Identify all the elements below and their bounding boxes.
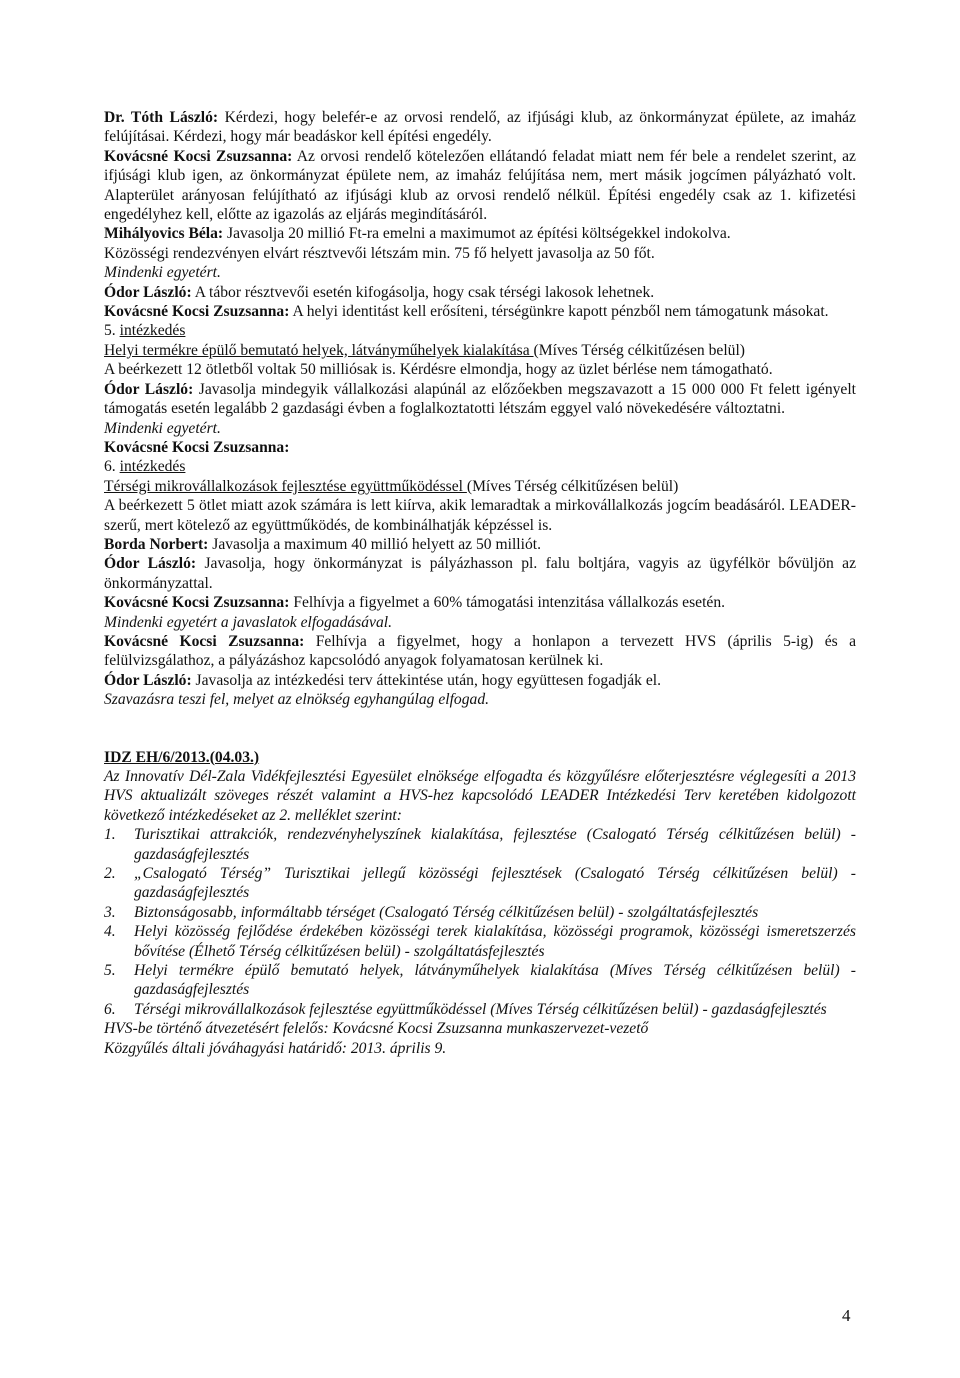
speaker-name: Ódor László: — [104, 380, 194, 398]
vote-note: Szavazásra teszi fel, melyet az elnökség egyhangúlag elfogad. — [104, 691, 490, 709]
paragraph-mihalyovics — [104, 224, 856, 243]
list-item — [104, 864, 856, 903]
list-item-text: Helyi közösség fejlődése érdekében közösségi terek kialakítása, közösségi programok, közösségi ismeretszerzés bővítése (Élhető Térség célkitűzésen belül) - szolgáltatásfejlesztés — [134, 923, 856, 960]
measure-title-5 — [104, 341, 856, 360]
measure-heading-6 — [104, 457, 856, 476]
list-item-text: Turisztikai attrakciók, rendezvényhelyszínek kialakítása, fejlesztése (Csalogató Térség célkitűzésen belül) - gazdaságfejlesztés — [134, 826, 856, 863]
paragraph-text: Kérdezi, hogy belefér-e az orvosi rendelő, az ifjúsági klub, az önkormányzat épülete, az imaház felújításai. Kérdezi, hogy már beadáskor kell építési engedély. — [104, 109, 856, 146]
resolution-responsible: HVS-be történő átvezetésért felelős: Kovácsné Kocsi Zsuzsanna munkaszervezet-vezető — [104, 1020, 649, 1038]
page-number: 4 — [842, 1306, 851, 1325]
measure-label: intézkedés — [119, 458, 186, 476]
paragraph-odor-3 — [104, 554, 856, 593]
measure-number: 5. — [104, 322, 116, 340]
paragraph-odor-1 — [104, 283, 856, 302]
document-body — [104, 108, 856, 1058]
paragraph-kovacsne-3 — [104, 593, 856, 612]
measure-title: Helyi termékre épülő bemutató helyek, látványműhelyek kialakítása — [104, 341, 534, 359]
list-item-number: 2. — [104, 865, 116, 883]
list-item — [104, 903, 856, 922]
consensus-note: Mindenki egyetért a javaslatok elfogadásával. — [104, 613, 392, 631]
speaker-name: Kovácsné Kocsi Zsuzsanna: — [104, 303, 290, 321]
paragraph-text: Az orvosi rendelő kötelezően ellátandó feladat miatt nem fér bele a rendelet szerint, az ifjúsági klub igen, az önkormányzat épülete nem, az imaház felújítása nem, mert másik jogcímen pályázható volt. Alapterület arányosan felújítható az ifjúsági klub az orvosi rendelő nélkül. Építési engedély csak az 1. kifizetési engedélyhez kell, előtte az igazolás az eljárás megindításáról. — [104, 147, 856, 224]
paragraph-text: A tábor résztvevői esetén kifogásolja, hogy csak térségi lakosok lehetnek. — [191, 283, 655, 301]
list-item-number: 3. — [104, 903, 116, 921]
paragraph-toth — [104, 108, 856, 147]
measure-number: 6. — [104, 458, 116, 476]
list-item-number: 1. — [104, 826, 116, 844]
consensus-note: Mindenki egyetért. — [104, 419, 221, 437]
speaker-name: Kovácsné Kocsi Zsuzsanna: — [104, 632, 305, 650]
measure-title-6 — [104, 477, 856, 496]
resolution-intro: Az Innovatív Dél-Zala Vidékfejlesztési Egyesület elnöksége elfogadta és közgyűlésre előterjesztésre véglegesíti a 2013 HVS aktualizált szöveges részét valamint a HVS-hez kapcsolódó LEADER Intézkedési Terv keretében kidolgozott következő intézkedéseket az 2. melléklet szerint: — [104, 768, 856, 824]
paragraph-kovacsne-2 — [104, 302, 856, 321]
paragraph-text: Javasolja az intézkedési terv áttekintése után, hogy együttesen fogadják el. — [191, 671, 662, 689]
measure-goal: (Míves Térség célkitűzésen belül) — [466, 477, 679, 495]
list-item — [104, 922, 856, 961]
speaker-name: Kovácsné Kocsi Zsuzsanna: — [104, 594, 290, 612]
list-item — [104, 1000, 856, 1019]
list-item-number: 5. — [104, 962, 116, 980]
resolution-measure-list — [104, 825, 856, 1019]
paragraph-text: Javasolja 20 millió Ft-ra emelni a maximumot az építési költségekkel indokolva. — [223, 225, 731, 243]
paragraph-text: Felhívja a figyelmet a 60% támogatási intenzitása vállalkozás esetén. — [289, 594, 726, 612]
section-spacer — [104, 710, 856, 748]
measure-title: Térségi mikrovállalkozások fejlesztése együttműködéssel — [104, 477, 467, 495]
consensus-note: Mindenki egyetért. — [104, 264, 221, 282]
paragraph-kovacsne-1 — [104, 147, 856, 225]
list-item — [104, 825, 856, 864]
list-item-text: Helyi termékre épülő bemutató helyek, látványműhelyek kialakítása (Míves Térség célkitűzésen belül) - gazdaságfejlesztés — [134, 962, 856, 999]
speaker-name: Ódor László: — [104, 555, 197, 573]
paragraph-measure-6-ideas: A beérkezett 5 ötlet miatt azok számára is lett kiírva, akik lemaradtak a mirkovállalkozás jogcím beadásáról. LEADER-szerű, mert kötelező az együttműködés, de kombinálhatják képzéssel is. — [104, 497, 856, 534]
speaker-name: Kovácsné Kocsi Zsuzsanna: — [104, 147, 293, 165]
speaker-name: Ódor László: — [104, 283, 192, 301]
resolution-id: IDZ EH/6/2013.(04.03.) — [104, 748, 260, 766]
paragraph-text: Javasolja, hogy önkormányzat is pályázhasson pl. falu boltjára, vagyis az ügyfélkör bővüljön az önkormányzattal. — [104, 555, 856, 592]
resolution-deadline: Közgyűlés általi jóváhagyási határidő: 2013. április 9. — [104, 1039, 447, 1057]
list-item-number: 6. — [104, 1000, 116, 1018]
paragraph-text: Felhívja a figyelmet, hogy a honlapon a tervezett HVS (április 5-ig) és a felülvizsgálathoz, a pályázáshoz kapcsolódó anyagok folyamatosan kerülnek ki. — [104, 632, 857, 670]
measure-heading-5 — [104, 321, 856, 340]
list-item-text: Biztonságosabb, informáltabb térséget (Csalogató Térség célkitűzésen belül) - szolgáltatásfejlesztés — [134, 903, 759, 921]
speaker-name: Mihályovics Béla: — [104, 225, 224, 243]
paragraph-participants: Közösségi rendezvényen elvárt résztvevői létszám min. 75 fő helyett javasolja az 50 főt. — [104, 244, 655, 262]
paragraph-borda — [104, 535, 856, 554]
speaker-name: Borda Norbert: — [104, 535, 209, 553]
list-item-text: Térségi mikrovállalkozások fejlesztése együttműködéssel (Míves Térség célkitűzésen belül) - gazdaságfejlesztés — [134, 1000, 827, 1018]
paragraph-odor-2 — [104, 380, 856, 419]
list-item — [104, 961, 856, 1000]
paragraph-text: Javasolja a maximum 40 millió helyett az 50 milliót. — [208, 535, 541, 553]
measure-label: intézkedés — [119, 322, 186, 340]
paragraph-text: Javasolja mindegyik vállalkozási alapúnál az előzőekben megszavazott a 15 000 000 Ft felett igényelt támogatás esetén legalább 2 gazdasági évben a foglalkoztatotti létszám eggyel való növekedésére változtatni. — [104, 380, 857, 418]
paragraph-odor-4 — [104, 671, 856, 690]
paragraph-text: A helyi identitást kell erősíteni, térségünkre kapott pénzből nem támogatunk másokat. — [289, 303, 829, 321]
paragraph-measure-5-ideas: A beérkezett 12 ötletből voltak 50 milliósak is. Kérdésre elmondja, hogy az üzlet bérlése nem támogatható. — [104, 361, 773, 379]
list-item-text: „Csalogató Térség” Turisztikai jellegű közösségi fejlesztések (Csalogató Térség célkitűzésen belül) - gazdaságfejlesztés — [134, 865, 856, 902]
speaker-name: Ódor László: — [104, 671, 192, 689]
list-item-number: 4. — [104, 923, 116, 941]
paragraph-kovacsne-4 — [104, 632, 856, 671]
speaker-name: Kovácsné Kocsi Zsuzsanna: — [104, 438, 290, 456]
measure-goal: (Míves Térség célkitűzésen belül) — [533, 341, 745, 359]
speaker-name: Dr. Tóth László: — [104, 109, 219, 126]
